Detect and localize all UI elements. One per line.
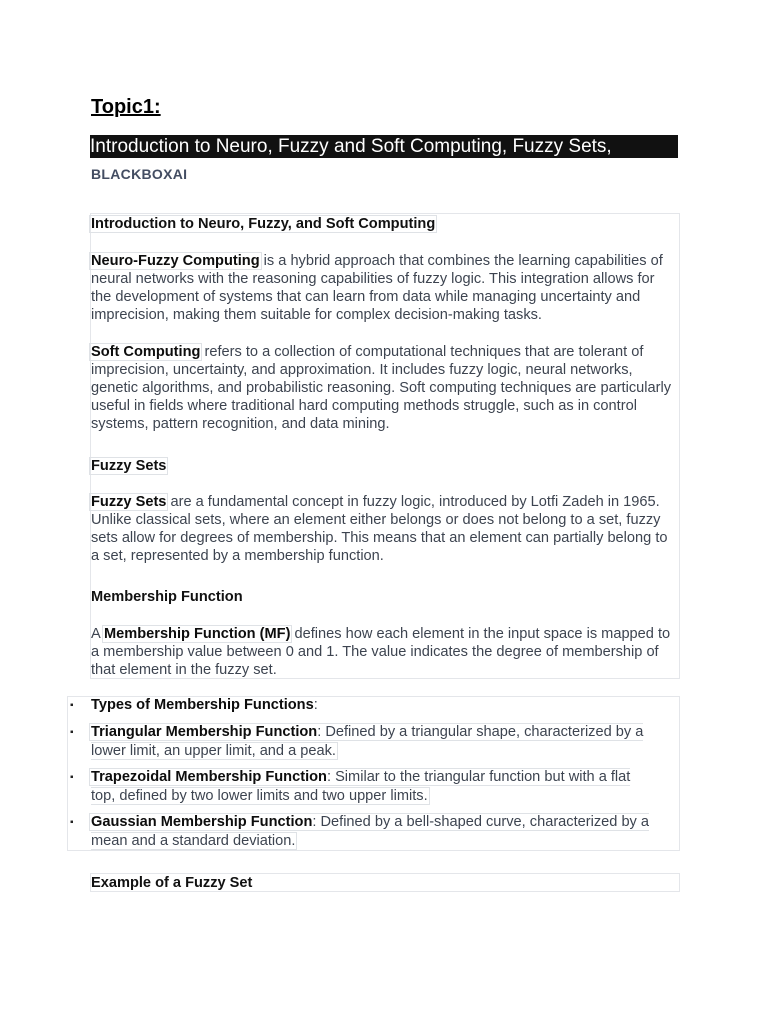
fuzzy-sets-heading-text: Fuzzy Sets — [91, 458, 167, 474]
list-item-term: Trapezoidal Membership Function — [91, 769, 327, 785]
soft-computing-text: refers to a collection of computational techniques that are tolerant of imprecision, uncertainty, and approximation. It includes fuzzy logic, neural networks, genetic algorithms, and probabilistic reasoning. Soft computing techniques are particularly useful in fields where traditional hard computing methods struggle, such as in control systems, pattern recognition, and data mining. — [91, 344, 672, 432]
list-item — [70, 813, 669, 851]
membership-function-term: Membership Function (MF) — [103, 626, 291, 642]
membership-function-heading: Membership Function — [91, 589, 243, 605]
page-topic-heading: Topic1: — [91, 96, 161, 118]
mf-prefix: A — [91, 626, 104, 642]
fuzzy-sets-paragraph — [91, 493, 677, 565]
list-item-text: : Defined by a bell-shaped curve, characterized by a mean and a standard deviation. — [91, 814, 650, 849]
soft-computing-term: Soft Computing — [91, 344, 201, 360]
membership-function-paragraph — [91, 625, 677, 679]
bullet-icon: ▪ — [70, 772, 74, 783]
list-item-term: Triangular Membership Function — [91, 724, 318, 740]
list-item — [70, 696, 669, 715]
author-label: BLACKBOXAI — [91, 166, 188, 182]
list-item-text: : Defined by a triangular shape, characterized by a lower limit, an upper limit, and a peak. — [91, 724, 644, 759]
bullet-icon: ▪ — [70, 727, 74, 738]
neuro-fuzzy-paragraph — [91, 252, 677, 324]
list-item-term: Types of Membership Functions — [91, 697, 314, 713]
neuro-fuzzy-term: Neuro-Fuzzy Computing — [91, 253, 260, 269]
example-heading: Example of a Fuzzy Set — [91, 875, 253, 891]
intro-heading — [91, 215, 435, 233]
list-item-text: : — [313, 697, 318, 713]
bullet-icon: ▪ — [70, 817, 74, 828]
title-banner: Introduction to Neuro, Fuzzy and Soft Computing, Fuzzy Sets, — [90, 135, 678, 158]
list-item-text: : Similar to the triangular function but with a flat top, defined by two lower limits and two upper limits. — [91, 769, 631, 804]
intro-heading-text: Introduction to Neuro, Fuzzy, and Soft Computing — [91, 216, 436, 232]
bullet-icon: ▪ — [70, 700, 74, 711]
fuzzy-sets-heading — [91, 457, 166, 475]
membership-function-text: defines how each element in the input space is mapped to a membership value between 0 and 1. The value indicates the degree of membership of that element in the fuzzy set. — [91, 626, 671, 678]
list-item — [70, 723, 669, 761]
fuzzy-sets-text: are a fundamental concept in fuzzy logic, introduced by Lotfi Zadeh in 1965. Unlike classical sets, where an element either belongs or does not belong to a set, fuzzy sets allow for degrees of membership. This means that an element can partially belong to a set, represented by a membership function. — [91, 494, 668, 564]
list-item-term: Gaussian Membership Function — [91, 814, 313, 830]
neuro-fuzzy-text: is a hybrid approach that combines the learning capabilities of neural networks with the reasoning capabilities of fuzzy logic. This integration allows for the development of systems that can learn from data while managing uncertainty and imprecision, making them suitable for complex decision-making tasks. — [91, 253, 663, 323]
fuzzy-sets-term: Fuzzy Sets — [91, 494, 167, 510]
list-item — [70, 768, 657, 806]
soft-computing-paragraph — [91, 343, 677, 433]
